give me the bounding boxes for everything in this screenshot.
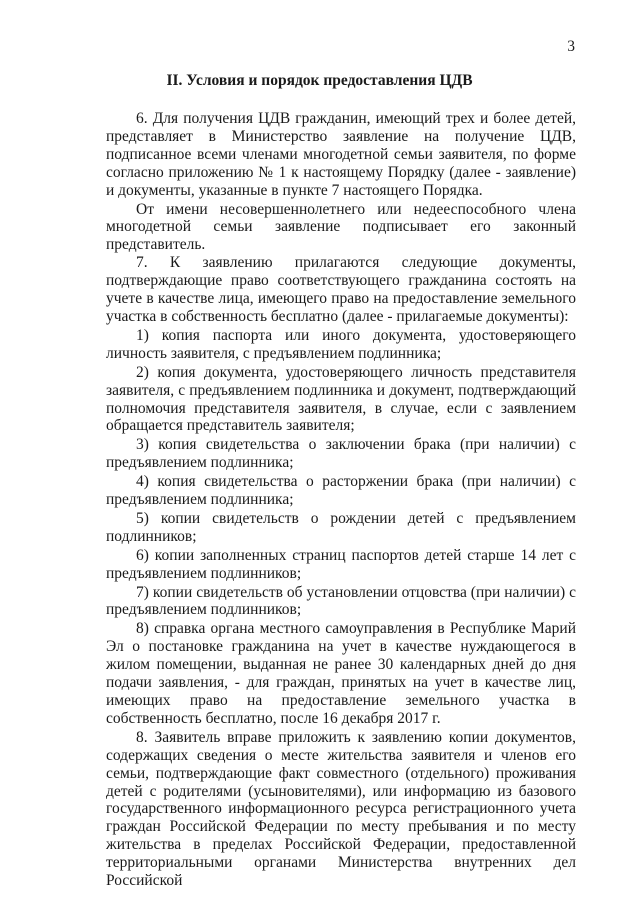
paragraph-6: 6. Для получения ЦДВ гражданин, имеющий трех и более детей, представляет в Министерство заявление на получение ЦДВ, подписанное всеми членами многодетной семьи заявителя, по форме согласно приложению № 1 к настоящему Порядку (далее - заявление) и документы, указанные в пункте 7 настоящего Порядка.	[106, 110, 576, 199]
paragraph-7: 7. К заявлению прилагаются следующие документы, подтверждающие право соответствующего гражданина состоять на учете в качестве лица, имеющего право на предоставление земельного участка в собственность бесплатно (далее - прилагаемые документы):	[106, 254, 576, 325]
paragraph-8: 8. Заявитель вправе приложить к заявлению копии документов, содержащих сведения о месте жительства заявителя и членов его семьи, подтверждающие факт совместного (отдельного) проживания детей с родителями (усыновителями), или информацию из базового государственного информационного ресурса регистрационного учета граждан Российской Федерации по месту пребывания и по месту жительства в пределах Российской Федерации, предоставленной территориальными органами Министерства внутренних дел Российской	[106, 728, 576, 890]
list-item-7: 7) копии свидетельств об установлении отцовства (при наличии) с предъявлением подлинников;	[106, 583, 576, 619]
list-item-8: 8) справка органа местного самоуправления в Республике Марий Эл о постановке гражданина на учет в качестве нуждающегося в жилом помещении, выданная не ранее 30 календарных дней до дня подачи заявления, - для граждан, принятых на учет в качестве лиц, имеющих право на предоставление земельного участка в собственность бесплатно, после 16 декабря 2017 г.	[106, 620, 576, 727]
list-item-1: 1) копия паспорта или иного документа, удостоверяющего личность заявителя, с предъявлением подлинника;	[106, 326, 576, 362]
list-item-6: 6) копии заполненных страниц паспортов детей старше 14 лет с предъявлением подлинников;	[106, 546, 576, 582]
document-body	[106, 110, 576, 890]
list-item-2: 2) копия документа, удостоверяющего личность представителя заявителя, с предъявлением подлинника и документ, подтверждающий полномочия представителя заявителя, в случае, если с заявлением обращается представитель заявителя;	[106, 363, 576, 435]
paragraph-representative: От имени несовершеннолетнего или недееспособного члена многодетной семьи заявление подписывает его законный представитель.	[106, 200, 576, 254]
list-item-3: 3) копия свидетельства о заключении брака (при наличии) с предъявлением подлинника;	[106, 436, 576, 472]
list-item-4: 4) копия свидетельства о расторжении брака (при наличии) с предъявлением подлинника;	[106, 473, 576, 509]
list-item-5: 5) копии свидетельств о рождении детей с предъявлением подлинников;	[106, 509, 576, 545]
section-title: II. Условия и порядок предоставления ЦДВ	[166, 72, 473, 89]
page-number: 3	[567, 38, 575, 55]
